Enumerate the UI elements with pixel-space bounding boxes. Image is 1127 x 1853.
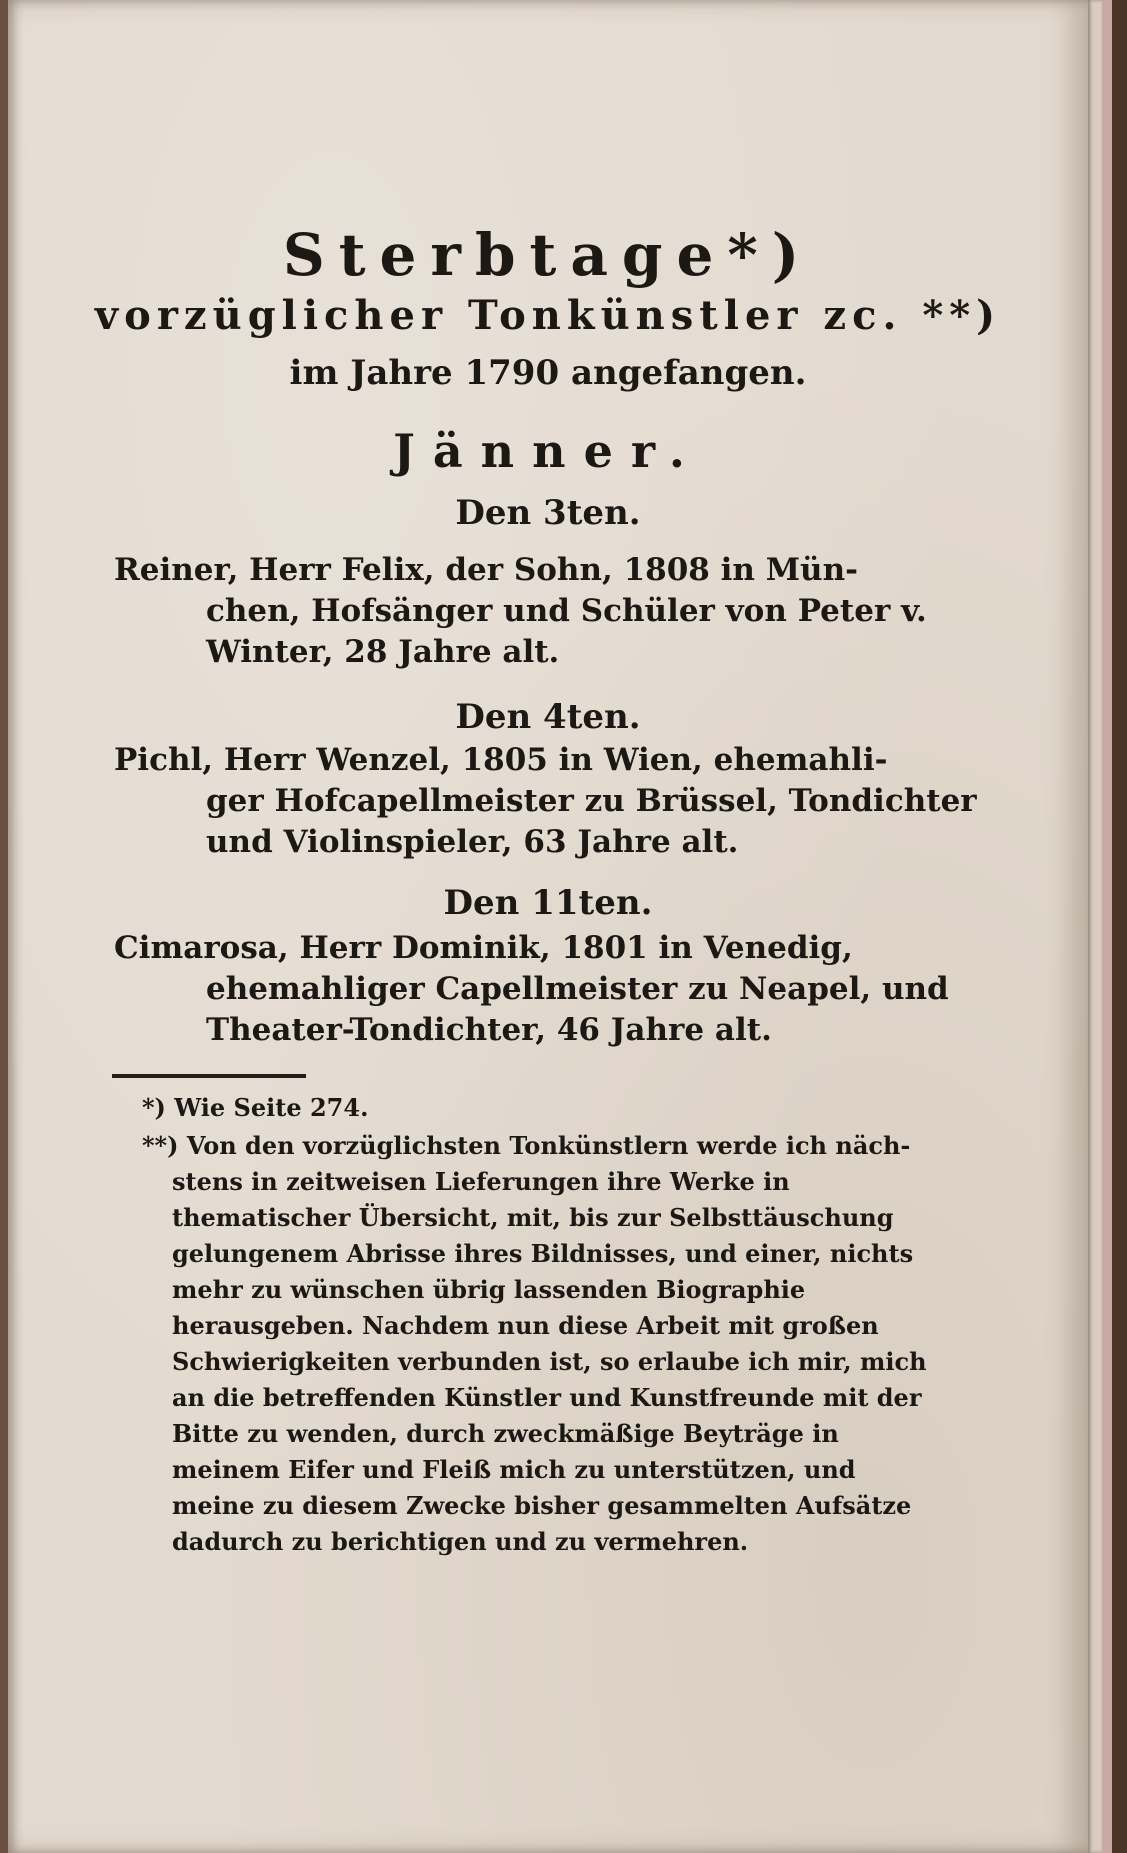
entry-1-line1: Reiner, Herr Felix, der Sohn, 1808 in Mün-: [114, 552, 858, 588]
entry-3-line1: Cimarosa, Herr Dominik, 1801 in Venedig,: [114, 930, 853, 966]
book-binding: [1112, 0, 1127, 1853]
footnote-1: *) Wie Seite 274.: [142, 1093, 369, 1122]
entry-2: [114, 740, 1006, 863]
month-heading: Jänner.: [393, 424, 703, 478]
day-heading-2: Den 4ten.: [455, 697, 641, 737]
day-heading-1: Den 3ten.: [455, 493, 641, 533]
footnote-rule: [112, 1074, 306, 1078]
entry-2-rest: ger Hofcapellmeister zu Brüssel, Tondichter und Violinspieler, 63 Jahre alt.: [206, 783, 977, 860]
year-line: im Jahre 1790 angefangen.: [289, 353, 807, 393]
footnote-2-line1: **) Von den vorzüglichsten Tonkünstlern werde ich näch-: [142, 1131, 911, 1160]
entry-2-line1: Pichl, Herr Wenzel, 1805 in Wien, ehemahli-: [114, 742, 888, 778]
page-title: Sterbtage*): [282, 221, 814, 289]
page-edges: [1088, 0, 1102, 1853]
page-subtitle: vorzüglicher Tonkünstler zc. **): [94, 292, 1002, 339]
entry-1: [114, 550, 1006, 673]
footnote-2-rest: stens in zeitweisen Lieferungen ihre Werke in thematischer Übersicht, mit, bis zur Selbsttäuschung gelungenem Abrisse ihres Bildnisses, und einer, nichts mehr zu wünschen übrig lassenden Biographie herausgeben. Nachdem nun diese Arbeit mit großen Schwierigkeiten verbunden ist, so erlaube ich mir, mich an die betreffenden Künstler und Kunstfreunde mit der Bitte zu wenden, durch zweckmäßige Beyträge in meinem Eifer und Fleiß mich zu unterstützen, und meine zu diesem Zwecke bisher gesammelten Aufsätze dadurch zu berichtigen und zu vermehren.: [172, 1167, 927, 1556]
book-page: [8, 0, 1088, 1853]
entry-3-rest: ehemahliger Capellmeister zu Neapel, und Theater-Tondichter, 46 Jahre alt.: [206, 971, 949, 1048]
footnote-2: [142, 1128, 942, 1560]
entry-1-rest: chen, Hofsänger und Schüler von Peter v. Winter, 28 Jahre alt.: [206, 593, 927, 670]
book-cover-edge: [1102, 0, 1112, 1853]
entry-3: [114, 928, 1006, 1051]
day-heading-3: Den 11ten.: [443, 883, 653, 923]
